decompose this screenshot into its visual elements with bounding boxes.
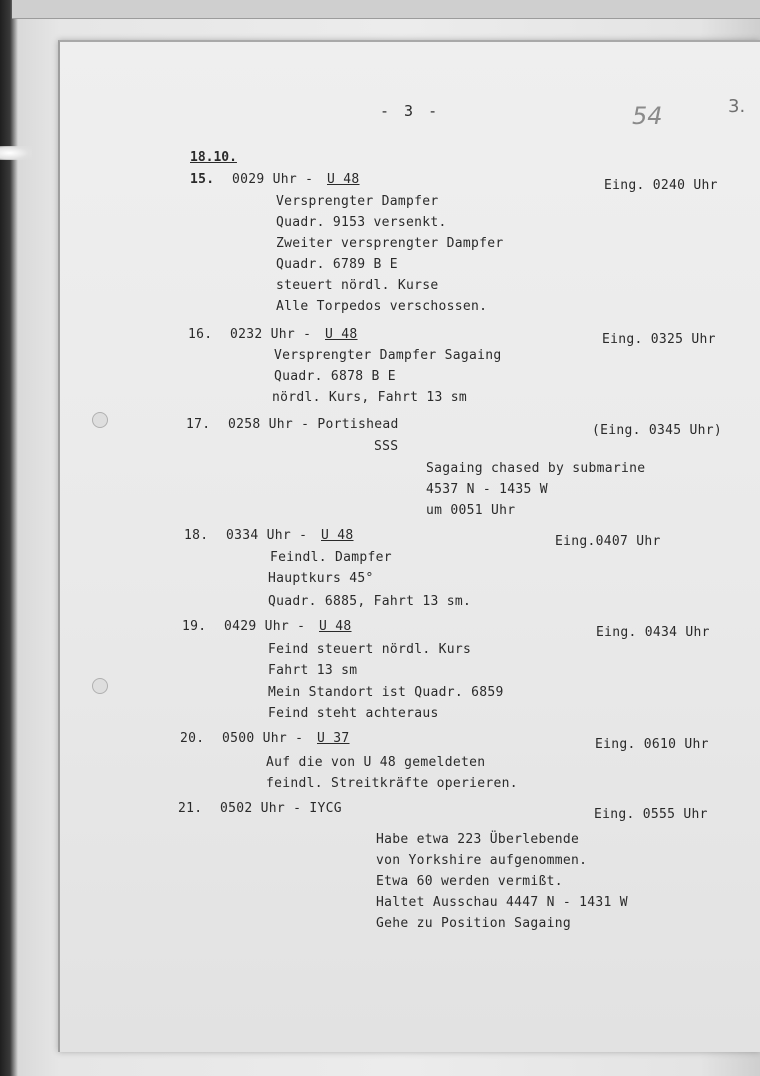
entry-number: 17. xyxy=(186,417,211,432)
entry-date: 18.10. xyxy=(190,150,237,165)
folio-number: 54 xyxy=(632,102,663,130)
entry-line: Quadr. 6789 B E xyxy=(276,257,398,272)
entry-line: Haltet Ausschau 4447 N - 1431 W xyxy=(376,895,628,910)
entry-number: 16. xyxy=(188,327,213,342)
entry-line: Quadr. 6878 B E xyxy=(274,369,396,384)
entry-received: Eing. 0240 Uhr xyxy=(604,178,718,193)
entry-line: Quadr. 9153 versenkt. xyxy=(276,215,447,230)
entry-received: Eing. 0555 Uhr xyxy=(594,807,708,822)
entry-line: Mein Standort ist Quadr. 6859 xyxy=(268,685,504,700)
entry-line: feindl. Streitkräfte operieren. xyxy=(266,776,518,791)
entry-line: von Yorkshire aufgenommen. xyxy=(376,853,588,868)
entry-time: 0500 Uhr - xyxy=(222,731,304,746)
entry-line: Feind steuert nördl. Kurs xyxy=(268,642,472,657)
folio-corner-number: 3. xyxy=(728,96,746,117)
entry-number: 21. xyxy=(178,801,203,816)
entry-time: 0258 Uhr - Portishead xyxy=(228,417,399,432)
entry-received: Eing. 0610 Uhr xyxy=(595,737,709,752)
entry-received: (Eing. 0345 Uhr) xyxy=(592,423,723,438)
entry-line: um 0051 Uhr xyxy=(426,503,516,518)
entry-received: Eing. 0434 Uhr xyxy=(596,625,710,640)
entry-time: 0502 Uhr - IYCG xyxy=(220,801,342,816)
entry-line: Gehe zu Position Sagaing xyxy=(376,916,572,931)
entry-line: Hauptkurs 45° xyxy=(268,571,374,586)
entry-sender: U 48 xyxy=(327,172,360,187)
entry-line: Alle Torpedos verschossen. xyxy=(276,299,488,314)
entry-time: 0429 Uhr - xyxy=(224,619,306,634)
entry-line: Fahrt 13 sm xyxy=(268,663,358,678)
entry-sender: U 48 xyxy=(321,528,354,543)
entry-line: Versprengter Dampfer xyxy=(276,194,439,209)
entry-number: 15. xyxy=(190,172,215,187)
entry-sender: U 48 xyxy=(319,619,352,634)
underlying-page-edge xyxy=(12,0,760,19)
entry-number: 19. xyxy=(182,619,207,634)
entry-number: 20. xyxy=(180,731,205,746)
entry-line: nördl. Kurs, Fahrt 13 sm xyxy=(272,390,468,405)
page-number: - 3 - xyxy=(380,102,441,120)
entry-received: Eing. 0325 Uhr xyxy=(602,332,716,347)
entry-line: Zweiter versprengter Dampfer xyxy=(276,236,504,251)
distress-signal: SSS xyxy=(374,439,399,454)
punch-hole xyxy=(92,678,108,694)
paper-clip xyxy=(0,146,32,160)
entry-time: 0232 Uhr - xyxy=(230,327,312,342)
entry-number: 18. xyxy=(184,528,209,543)
entry-line: Auf die von U 48 gemeldeten xyxy=(266,755,486,770)
entry-line: steuert nördl. Kurse xyxy=(276,278,439,293)
entry-line: Versprengter Dampfer Sagaing xyxy=(274,348,502,363)
entry-time: 0029 Uhr - xyxy=(232,172,314,187)
entry-line: Feindl. Dampfer xyxy=(270,550,392,565)
punch-hole xyxy=(92,412,108,428)
entry-line: Etwa 60 werden vermißt. xyxy=(376,874,563,889)
entry-received: Eing.0407 Uhr xyxy=(555,534,661,549)
entry-line: Sagaing chased by submarine xyxy=(426,461,646,476)
entry-line: Feind steht achteraus xyxy=(268,706,439,721)
entry-sender: U 48 xyxy=(325,327,358,342)
entry-line: 4537 N - 1435 W xyxy=(426,482,548,497)
entry-line: Habe etwa 223 Überlebende xyxy=(376,832,580,847)
entry-time: 0334 Uhr - xyxy=(226,528,308,543)
entry-sender: U 37 xyxy=(317,731,350,746)
entry-line: Quadr. 6885, Fahrt 13 sm. xyxy=(268,594,472,609)
